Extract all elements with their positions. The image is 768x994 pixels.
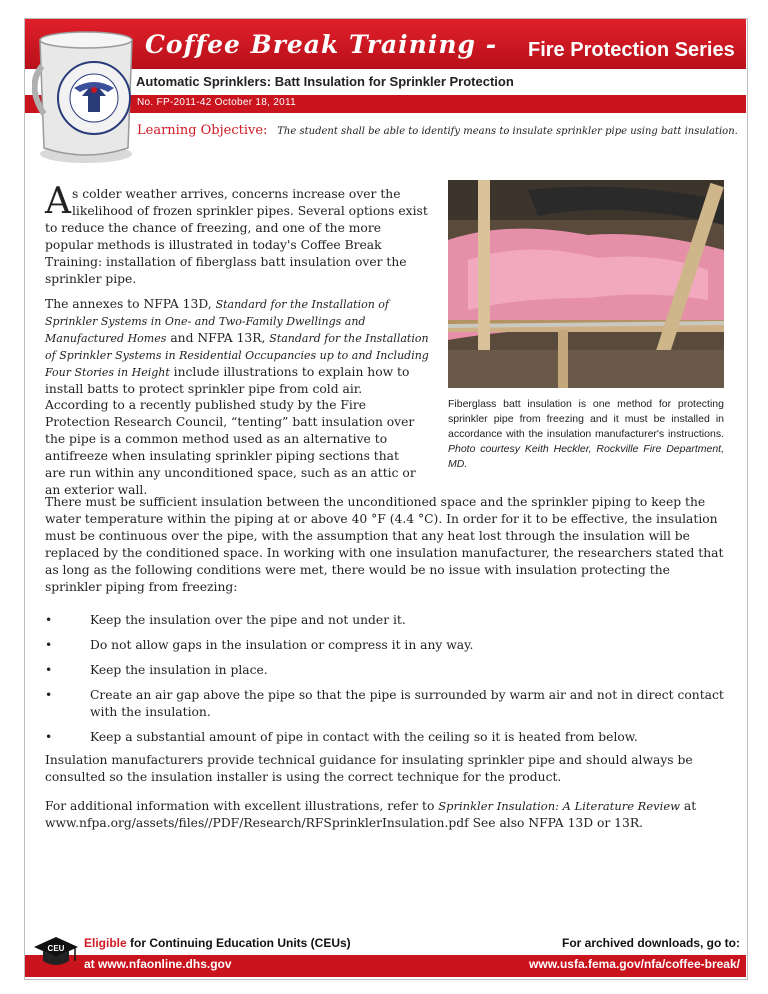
archive-label: For archived downloads, go to: (561, 936, 740, 950)
photo-credit: Photo courtesy Keith Heckler, Rockville Fire Department, MD. (448, 443, 724, 470)
nfpa13d-title: Standard for the Installation of Sprinkler Systems in One- and Two-Family Dwellings and Manufactured Homes (45, 298, 390, 345)
list-item (45, 637, 725, 654)
page-title: Automatic Sprinklers: Batt Insulation for Sprinkler Protection (136, 74, 514, 89)
bullet-icon: • (45, 638, 53, 652)
series-name: Fire Protection Series (528, 39, 735, 61)
list-item (45, 662, 725, 679)
p3-text: According to a recently published study by the Fire Protection Research Council, “tenting” batt insulation over the pipe is a common method used as an alternative to antifreeze when insulating sprinkler piping sections that are run within any unconditioned space, such as an attic or an exterior wall. (45, 398, 416, 497)
nfpa13r-title: Standard for the Installation of Sprinkler Systems in Residential Occupancies up to and Including Four Stories in Height (45, 332, 429, 379)
p2-text-c: and NFPA 13R, (166, 331, 270, 345)
conditions-list (45, 612, 725, 754)
p6-text-a: For additional information with excellent illustrations, refer to (45, 799, 439, 813)
list-item-text: Do not allow gaps in the insulation or compress it in any way. (90, 638, 474, 652)
insulation-photo (448, 180, 724, 388)
study-paragraph (45, 397, 420, 499)
archive-url-link[interactable]: www.usfa.fema.gov/nfa/coffee-break/ (529, 957, 740, 971)
list-item-text: Keep a substantial amount of pipe in contact with the ceiling so it is heated from below. (90, 730, 638, 744)
p5-text: Insulation manufacturers provide technical guidance for insulating sprinkler pipe and should always be consulted so the insulation installer is using the correct technique for the product. (45, 753, 693, 784)
graduation-cap-icon (33, 935, 79, 973)
bullet-icon: • (45, 663, 53, 677)
bullet-icon: • (45, 730, 53, 744)
list-item-text: Keep the insulation over the pipe and not under it. (90, 613, 406, 627)
references-paragraph (45, 798, 725, 832)
p4-text: There must be sufficient insulation between the unconditioned space and the sprinkler piping to keep the water temperature within the piping at or above 40 °F (4.4 °C). In order for it to be effective, the insulation must be continuous over the pipe, with the assumption that any heat lost through the insulation will be replaced by the conditioned space. In working with one insulation manufacturer, the researchers stated that as long as the following conditions were met, there would be no issue with insulation protecting the sprinkler piping from freezing: (45, 495, 724, 594)
requirements-paragraph (45, 494, 725, 596)
series-script-text: Coffee Break Training (145, 30, 477, 59)
list-item (45, 687, 725, 721)
list-item (45, 729, 725, 746)
photo-caption (448, 397, 724, 472)
nfpa-paragraph (45, 296, 430, 398)
guidance-paragraph (45, 752, 725, 786)
list-item-text: Keep the insulation in place. (90, 663, 268, 677)
series-dash: - (485, 30, 498, 59)
p6-text-c[interactable]: at www.nfpa.org/assets/files//PDF/Research/RFSprinklerInsulation.pdf See also NFPA 13D or 13R. (45, 799, 697, 830)
intro-paragraph (45, 181, 430, 288)
ceu-badge: CEU (47, 944, 65, 953)
series-title (145, 30, 497, 59)
p2-text-e: include illustrations to explain how to install batts to protect sprinkler pipe from cold air. (45, 365, 410, 396)
p2-text-a: The annexes to NFPA 13D, (45, 297, 216, 311)
caption-text: Fiberglass batt insulation is one method for protecting sprinkler pipe from freezing and it must be installed in accordance with the insulation manufacturer's instructions. (448, 398, 724, 440)
bullet-icon: • (45, 613, 53, 627)
ceu-eligibility (84, 936, 351, 950)
coffee-mug-logo (32, 26, 140, 166)
list-item (45, 612, 725, 629)
list-item-text: Create an air gap above the pipe so that the pipe is surrounded by warm air and not in direct contact with the insulation. (90, 688, 724, 719)
dropcap: A (45, 181, 71, 222)
bullet-icon: • (45, 688, 53, 702)
issue-number-date: No. FP-2011-42 October 18, 2011 (137, 97, 297, 108)
learning-objective (137, 123, 738, 138)
objective-text: The student shall be able to identify means to insulate sprinkler pipe using batt insulation. (277, 126, 738, 137)
intro-text: s colder weather arrives, concerns increase over the likelihood of frozen sprinkler pipes. Several options exist to reduce the chance of freezing, and one of the more popular methods is illustrated in today's Coffee Break Training: installation of fiberglass batt insulation over the sprinkler pipe. (45, 187, 428, 286)
ceu-url-link[interactable]: at www.nfaonline.dhs.gov (84, 957, 232, 971)
literature-review-title: Sprinkler Insulation: A Literature Review (438, 799, 680, 813)
ceu-text: for Continuing Education Units (CEUs) (126, 936, 351, 950)
objective-label: Learning Objective: (137, 123, 268, 138)
eligible-label: Eligible (84, 936, 127, 950)
